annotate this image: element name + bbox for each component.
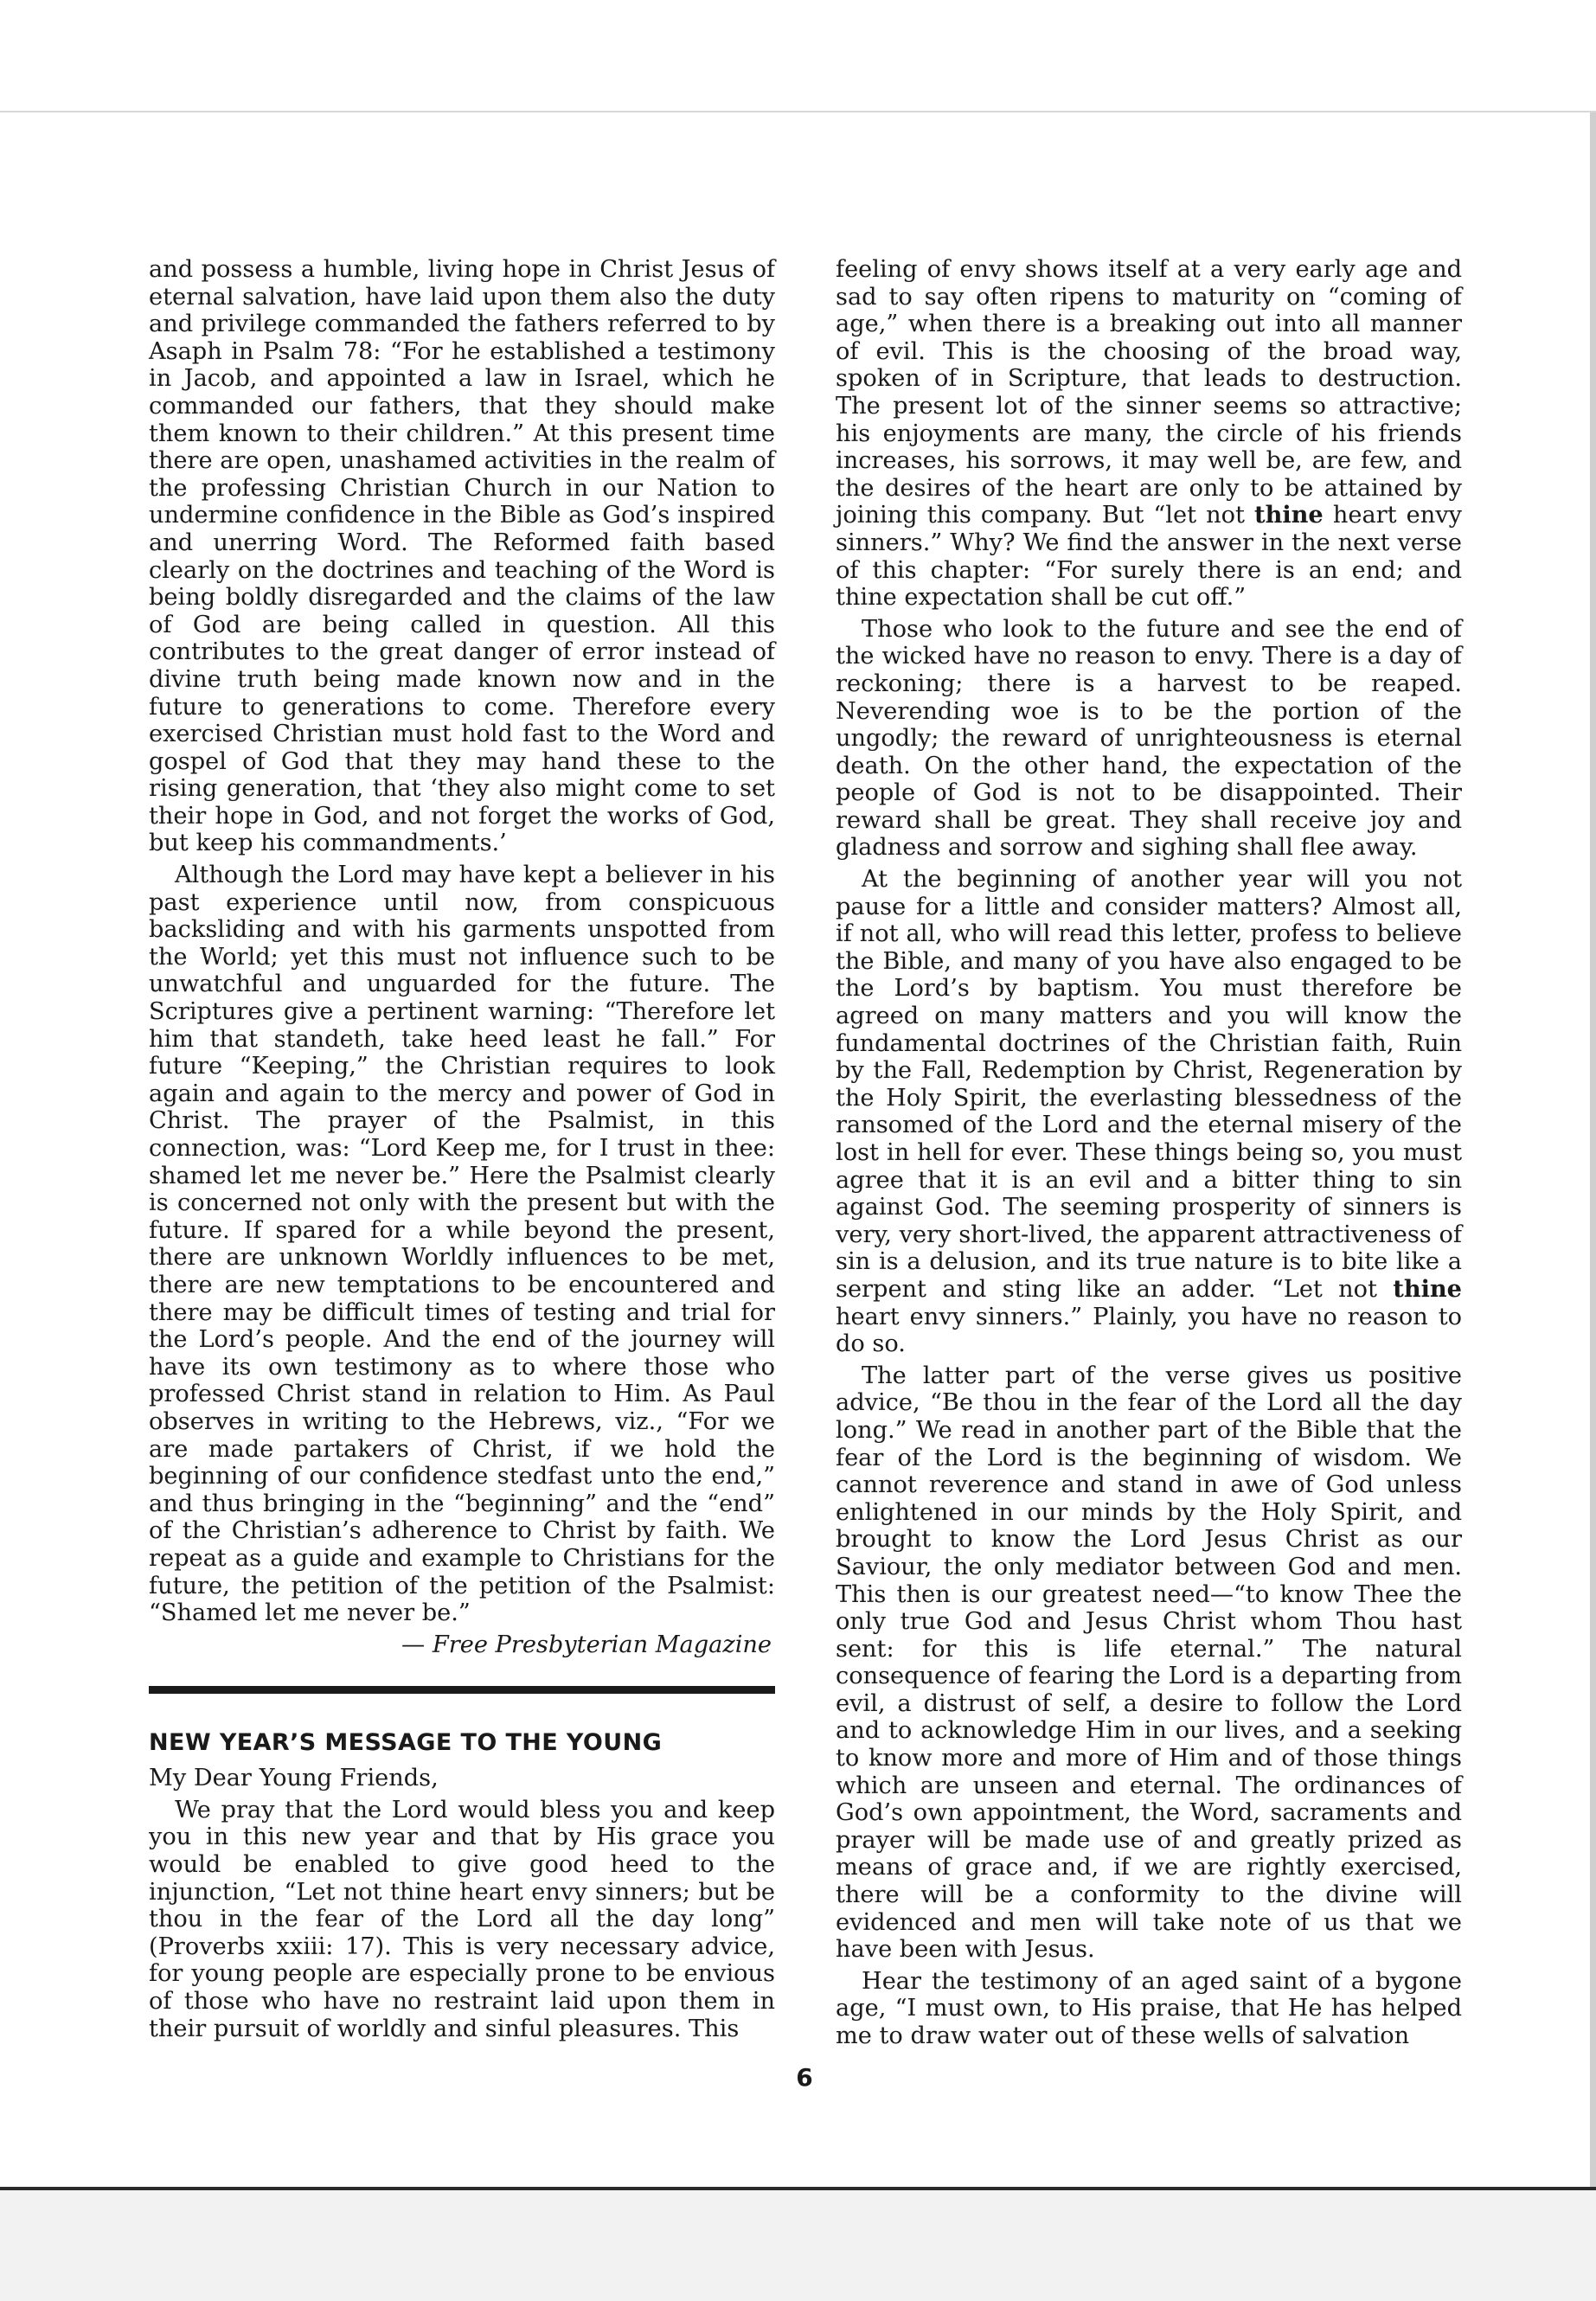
right-paragraph-1 — [836, 256, 1462, 612]
article-attribution: — Free Presbyterian Magazine — [401, 1631, 772, 1658]
right-paragraph-5: Hear the testimony of an aged saint of a bygone age, “I must own, to His praise, that He has helped me to draw water out of these wells of salvation — [836, 1967, 1462, 2049]
right-paragraph-1-part-b: heart envy sinners.” Why? We find the answer in the next verse of this chapter: “For surely there is an end; and thine expectation shall be cut off.” — [836, 502, 1462, 612]
right-paragraph-3 — [836, 866, 1462, 1358]
emphasis-thine-1: thine — [1254, 501, 1324, 529]
left-paragraph-3: We pray that the Lord would bless you and keep you in this new year and that by His grace you would be enabled to give good heed to the injunction, “Let not thine heart envy sinners; but be thou in the fear of the Lord all the day long” (Proverbs xxiii: 17). This is very necessary advice, for young people are especially prone to be envious of those who have no restraint laid upon them in their pursuit of worldly and sinful pleasures. This — [149, 1796, 775, 2042]
emphasis-thine-2: thine — [1393, 1274, 1462, 1303]
left-paragraph-1: and possess a humble, living hope in Christ Jesus of eternal salvation, have laid upon them also the duty and privilege commanded the fathers referred to by Asaph in Psalm 78: “For he established a testimony in Jacob, and appointed a law in Israel, which he commanded our fathers, that they should make them known to their children.” At this present time there are open, unashamed activities in the realm of the professing Christian Church in our Nation to undermine confidence in the Bible as God’s inspired and unerring Word. The Reformed faith based clearly on the doctrines and teaching of the Word is being boldly disregarded and the claims of the law of God are being called in question. All this contributes to the great danger of error instead of divine truth being made known now and in the future to generations to come. Therefore every exercised Christian must hold fast to the Word and gospel of God that they may hand these to the rising generation, that ‘they also might come to set their hope in God, and not forget the works of God, but keep his commandments.’ — [149, 256, 775, 857]
article-heading: NEW YEAR’S MESSAGE TO THE YOUNG — [149, 1729, 663, 1757]
right-paragraph-3-part-a: At the beginning of another year will you not pause for a little and consider matters? Almost all, if not all, who will read this letter, profess to believe the Bible, and many of you have also engaged to be the Lord’s by baptism. You must therefore be agreed on many matters and you will know the fundamental doctrines of the Christian faith, Ruin by the Fall, Redemption by Christ, Regeneration by the Holy Spirit, the everlasting blessedness of the ransomed of the Lord and the eternal misery of the lost in hell for ever. These things being so, you must agree that it is an evil and a bitter thing to sin against God. The seeming prosperity of sinners is very, very short-lived, the apparent attractiveness of sin is a delusion, and its true nature is to bite like a serpent and sting like an adder. “Let not — [836, 866, 1462, 1303]
right-paragraph-3-part-b: heart envy sinners.” Plainly, you have no reason to do so. — [836, 1303, 1462, 1358]
right-paragraph-4: The latter part of the verse gives us positive advice, “Be thou in the fear of the Lord all the day long.” We read in another part of the Bible that the fear of the Lord is the beginning of wisdom. We cannot reverence and stand in awe of God unless enlightened in our minds by the Holy Spirit, and brought to know the Lord Jesus Christ as our Saviour, the only mediator between God and men. This then is our greatest need—“to know Thee the only true God and Jesus Christ whom Thou hast sent: for this is life eternal.” The natural consequence of fearing the Lord is a departing from evil, a distrust of self, a desire to follow the Lord and to acknowledge Him in our lives, and a seeking to know more and more of Him and of those things which are unseen and eternal. The ordinances of God’s own appointment, the Word, sacraments and prayer will be made use of and greatly prized as means of grace and, if we are rightly exercised, there will be a conformity to the divine will evidenced and men will take note of us that we have been with Jesus. — [836, 1362, 1462, 1964]
page-number: 6 — [796, 2063, 813, 2092]
page-right-edge — [1590, 112, 1596, 2189]
page-top-edge — [0, 111, 1596, 112]
scan-background — [0, 2190, 1596, 2301]
left-column — [149, 256, 775, 2047]
salutation: My Dear Young Friends, — [149, 1765, 439, 1792]
right-paragraph-1-part-a: feeling of envy shows itself at a very early age and sad to say often ripens to maturity on “coming of age,” when there is a breaking out into all manner of evil. This is the choosing of the broad way, spoken of in Scripture, that leads to destruction. The present lot of the sinner seems so attractive; his enjoyments are many, the circle of his friends increases, his sorrows, it may well be, are few, and the desires of the heart are only to be attained by joining this company. But “let not — [836, 256, 1462, 529]
left-paragraph-2: Although the Lord may have kept a believer in his past experience until now, from conspicuous backsliding and with his garments unspotted from the World; yet this must not influence such to be unwatchful and unguarded for the future. The Scriptures give a pertinent warning: “Therefore let him that standeth, take heed least he fall.” For future “Keeping,” the Christian requires to look again and again to the mercy and power of God in Christ. The prayer of the Psalmist, in this connection, was: “Lord Keep me, for I trust in thee: shamed let me never be.” Here the Psalmist clearly is concerned not only with the present but with the future. If spared for a while beyond the present, there are unknown Worldly influences to be met, there are new temptations to be encountered and there may be difficult times of testing and trial for the Lord’s people. And the end of the journey will have its own testimony as to where those who professed Christ stand in relation to Him. As Paul observes in writing to the Hebrews, viz., “For we are made partakers of Christ, if we hold the beginning of our confidence stedfast unto the end,” and thus bringing in the “beginning” and the “end” of the Christian’s adherence to Christ by faith. We repeat as a guide and example to Christians for the future, the petition of the petition of the Psalmist: “Shamed let me never be.” — [149, 862, 775, 1627]
right-paragraph-2: Those who look to the future and see the end of the wicked have no reason to envy. There is a day of reckoning; there is a harvest to be reaped. Neverending woe is to be the portion of the ungodly; the reward of unrighteousness is eternal death. On the other hand, the expectation of the people of God is not to be disappointed. Their reward shall be great. They shall receive joy and gladness and sorrow and sighing shall flee away. — [836, 615, 1462, 862]
right-column — [836, 256, 1462, 2054]
section-divider — [149, 1686, 775, 1694]
